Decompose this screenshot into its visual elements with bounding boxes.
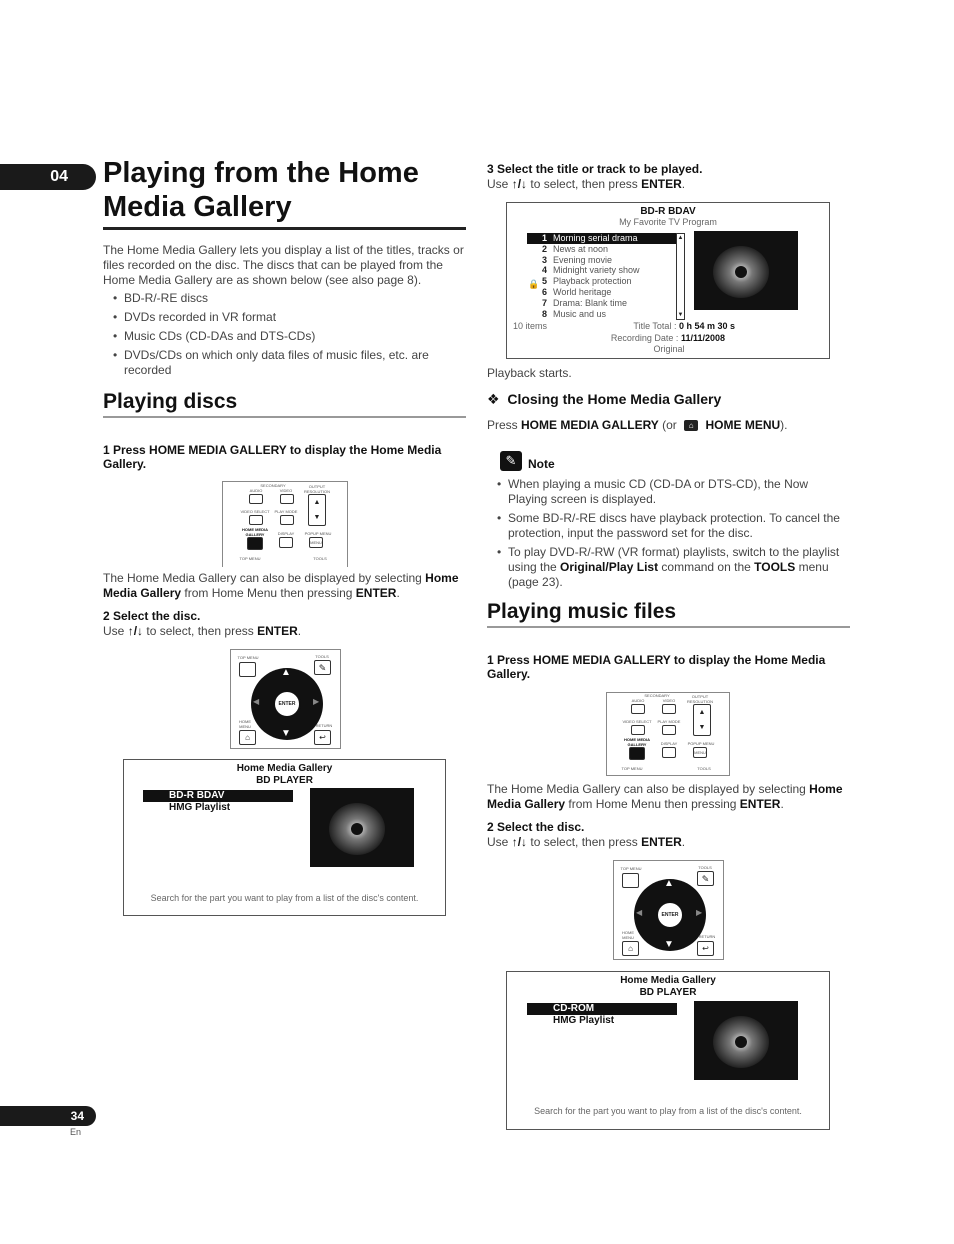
title-list-screen: BD-R BDAV My Favorite TV Program 1 Morning serial drama 2 News at noon 3 Evening movie 4 Midnight variety show 5 Playback protection 6 World heritage 7 Drama: Blank time 8 Music and us ▲ ▼ 🔒 10 items Title Total : 0 h 54 m 30 s Recording Date : 11/11/2008 Original bbox=[506, 202, 830, 359]
remote-navigation-illustration: TOP MENU TOOLS ✎ ▲ ▼ ◀ ▶ ENTER HOME MENU RETURN ⌂ ↩ bbox=[613, 860, 724, 960]
disc-thumbnail bbox=[694, 1001, 798, 1080]
top-menu-button[interactable] bbox=[622, 873, 639, 888]
up-down-arrows-icon: ↑/↓ bbox=[511, 835, 528, 849]
title-label: News at noon bbox=[553, 243, 609, 254]
wrench-icon: ✎ bbox=[318, 663, 327, 673]
also-text: The Home Media Gallery can also be displayed by selecting Home Media Gallery from Home Menu then pressing ENTER. bbox=[103, 571, 459, 600]
gallery-screen-cd: Home Media Gallery BD PLAYER CD-ROM HMG Playlist Search for the part you want to play from a list of the disc's content. bbox=[506, 971, 830, 1130]
step-1-text: 1 Press HOME MEDIA GALLERY to display the Home Media Gallery. bbox=[103, 443, 442, 471]
item-count: 10 items bbox=[513, 321, 548, 331]
up-down-arrows-icon: ↑/↓ bbox=[511, 177, 528, 191]
note-item: • When playing a music CD (CD-DA or DTS-CD), the Now Playing screen is displayed. bbox=[487, 477, 850, 507]
title-number: 2 bbox=[541, 243, 547, 254]
down-arrow-icon[interactable]: ▼ bbox=[664, 939, 674, 950]
note-item: • To play DVD-R/-RW (VR format) playlists, switch to the playlist using the Original/Play List command on the TOOLS menu (page 23). bbox=[487, 545, 850, 590]
title-number: 4 bbox=[541, 265, 547, 276]
enter-button[interactable]: ENTER bbox=[273, 690, 301, 718]
scrollbar[interactable]: ▲ ▼ bbox=[677, 235, 684, 318]
wrench-icon: ✎ bbox=[701, 874, 710, 884]
title-label: Midnight variety show bbox=[553, 265, 640, 276]
title-list bbox=[527, 233, 677, 319]
note-list bbox=[487, 477, 850, 594]
page-number: 34 bbox=[0, 1106, 96, 1126]
up-down-arrows-icon: ↑/↓ bbox=[127, 624, 144, 638]
title-list-item[interactable] bbox=[527, 233, 677, 244]
music-step-2-text: 2 Select the disc. bbox=[487, 820, 585, 834]
video-select-button[interactable] bbox=[249, 515, 263, 525]
intro-text: The Home Media Gallery lets you display a list of the titles, tracks or files recorded on the disc. The discs that can be played from the Home Media Gallery are as shown below (see also page 8). bbox=[103, 243, 464, 287]
gallery-screen-bd: Home Media Gallery BD PLAYER BD-R BDAV HMG Playlist Search for the part you want to play from a list of the disc's content. bbox=[123, 759, 446, 916]
left-arrow-icon[interactable]: ◀ bbox=[253, 697, 260, 706]
title-list-item[interactable] bbox=[527, 244, 677, 255]
disc-type-item: • DVDs/CDs on which only data files of music files, etc. are recorded bbox=[103, 348, 466, 378]
playlist-label: HMG Playlist bbox=[553, 1015, 615, 1026]
top-menu-button[interactable] bbox=[239, 662, 256, 677]
display-button[interactable] bbox=[662, 747, 676, 758]
home-icon: ⌂ bbox=[245, 733, 250, 742]
section-rule bbox=[103, 416, 466, 418]
up-arrow-icon[interactable]: ▲ bbox=[281, 667, 291, 678]
title-list-item[interactable] bbox=[527, 255, 677, 266]
tools-button[interactable] bbox=[697, 871, 714, 886]
section-heading-music: Playing music files bbox=[487, 600, 677, 623]
disc-type-item: • BD-R/-RE discs bbox=[103, 291, 466, 306]
use-instruction: Use ↑/↓ to select, then press ENTER. bbox=[103, 624, 302, 638]
return-icon: ↩ bbox=[319, 733, 326, 742]
note-item: • Some BD-R/-RE discs have playback protection. To cancel the protection, input the password set for the disc. bbox=[487, 511, 850, 541]
chapter-tab: 04 bbox=[0, 164, 96, 190]
title-list-item[interactable] bbox=[527, 265, 677, 276]
title-label: World heritage bbox=[553, 286, 612, 297]
disc-type-item: • Music CDs (CD-DAs and DTS-CDs) bbox=[103, 329, 466, 344]
video-button[interactable] bbox=[280, 494, 294, 504]
page-title: Playing from the Home Media Gallery bbox=[103, 157, 419, 223]
use-instruction: Use ↑/↓ to select, then press ENTER. bbox=[487, 177, 686, 191]
home-media-gallery-button[interactable] bbox=[629, 747, 645, 760]
title-number: 6 bbox=[541, 286, 547, 297]
return-icon: ↩ bbox=[702, 944, 709, 953]
playlist-label: HMG Playlist bbox=[169, 802, 231, 813]
title-list-item[interactable] bbox=[527, 276, 677, 287]
right-arrow-icon[interactable]: ▶ bbox=[313, 697, 320, 706]
video-select-button[interactable] bbox=[631, 725, 645, 735]
note-icon: ✎ bbox=[500, 451, 522, 471]
enter-button[interactable]: ENTER bbox=[656, 901, 684, 929]
title-label: Drama: Blank time bbox=[553, 297, 628, 308]
tools-button[interactable] bbox=[314, 660, 331, 675]
resolution-button[interactable]: ▲ ▼ bbox=[308, 494, 326, 526]
title-number: 3 bbox=[541, 254, 547, 265]
audio-button[interactable] bbox=[631, 704, 645, 714]
disc-thumbnail bbox=[694, 231, 798, 310]
diamond-bullet-icon: ❖ bbox=[487, 391, 500, 407]
title-label: Playback protection bbox=[553, 276, 632, 287]
audio-button[interactable] bbox=[249, 494, 263, 504]
disc-type-list bbox=[103, 291, 466, 382]
title-list-item[interactable] bbox=[527, 309, 677, 320]
title-number: 7 bbox=[541, 297, 547, 308]
title-number: 8 bbox=[541, 308, 547, 319]
selected-disc-item[interactable]: CD-ROM bbox=[527, 1003, 677, 1015]
disc-type-item: • DVDs recorded in VR format bbox=[103, 310, 466, 325]
remote-navigation-illustration: TOP MENU TOOLS ✎ ▲ ▼ ◀ ▶ ENTER HOME MENU RETURN ⌂ ↩ bbox=[230, 649, 341, 749]
home-menu-button[interactable] bbox=[239, 730, 256, 745]
title-label: Morning serial drama bbox=[553, 233, 638, 243]
menu-button[interactable]: MENU bbox=[693, 747, 707, 758]
music-step-1-text: 1 Press HOME MEDIA GALLERY to display the Home Media Gallery. bbox=[487, 653, 826, 681]
up-arrow-icon[interactable]: ▲ bbox=[664, 878, 674, 889]
playback-starts: Playback starts. bbox=[487, 366, 572, 380]
title-list-item[interactable] bbox=[527, 298, 677, 309]
section-heading-playing-discs: Playing discs bbox=[103, 390, 238, 413]
title-total: Title Total : 0 h 54 m 30 s bbox=[633, 321, 735, 331]
home-media-gallery-button[interactable] bbox=[247, 537, 263, 550]
play-mode-button[interactable] bbox=[662, 725, 676, 735]
home-icon: ⌂ bbox=[628, 944, 633, 953]
title-rule bbox=[103, 227, 466, 230]
home-icon: ⌂ bbox=[684, 420, 698, 431]
right-arrow-icon[interactable]: ▶ bbox=[696, 908, 703, 917]
title-label: Evening movie bbox=[553, 254, 613, 265]
title-number: 1 bbox=[541, 233, 547, 243]
play-mode-button[interactable] bbox=[280, 515, 294, 525]
closing-text: Press HOME MEDIA GALLERY (or ⌂ HOME MENU). bbox=[487, 418, 788, 432]
title-list-item[interactable] bbox=[527, 287, 677, 298]
video-button[interactable] bbox=[662, 704, 676, 714]
step-3-text: 3 Select the title or track to be played. bbox=[487, 162, 703, 176]
closing-heading: ❖ Closing the Home Media Gallery bbox=[487, 391, 722, 407]
section-rule bbox=[487, 626, 850, 628]
resolution-button[interactable]: ▲ ▼ bbox=[693, 704, 711, 736]
original-label: Original bbox=[653, 344, 685, 354]
title-number: 5 bbox=[541, 276, 547, 287]
also-text: The Home Media Gallery can also be displayed by selecting Home Media Gallery from Home Menu then pressing ENTER. bbox=[487, 782, 843, 811]
home-menu-button[interactable] bbox=[622, 941, 639, 956]
lock-icon: 🔒 bbox=[528, 279, 540, 289]
left-arrow-icon[interactable]: ◀ bbox=[636, 908, 643, 917]
disc-thumbnail bbox=[310, 788, 414, 867]
display-button[interactable] bbox=[279, 537, 293, 548]
menu-button[interactable]: MENU bbox=[309, 537, 323, 548]
recording-date: Recording Date : 11/11/2008 bbox=[610, 333, 725, 343]
down-arrow-icon[interactable]: ▼ bbox=[281, 728, 291, 739]
remote-buttons-illustration: SECONDARY AUDIO VIDEO OUTPUT RESOLUTION ▲ ▼ VIDEO SELECT PLAY MODE HOME MEDIA GALLERY DISPLAY POPUP MENU MENU TOP MENU TOOLS bbox=[606, 692, 730, 776]
title-label: Music and us bbox=[553, 308, 607, 319]
language-label: En bbox=[70, 1127, 82, 1137]
step-2-text: 2 Select the disc. bbox=[103, 609, 201, 623]
use-instruction: Use ↑/↓ to select, then press ENTER. bbox=[487, 835, 686, 849]
selected-disc-item[interactable]: BD-R BDAV bbox=[143, 790, 293, 802]
return-button[interactable] bbox=[314, 730, 331, 745]
note-label: Note bbox=[528, 457, 555, 471]
remote-buttons-illustration: SECONDARY AUDIO VIDEO OUTPUT RESOLUTION ▲ ▼ VIDEO SELECT PLAY MODE HOME MEDIA GALLERY DISPLAY POPUP MENU MENU TOP MENU TOOLS bbox=[222, 481, 348, 567]
return-button[interactable] bbox=[697, 941, 714, 956]
